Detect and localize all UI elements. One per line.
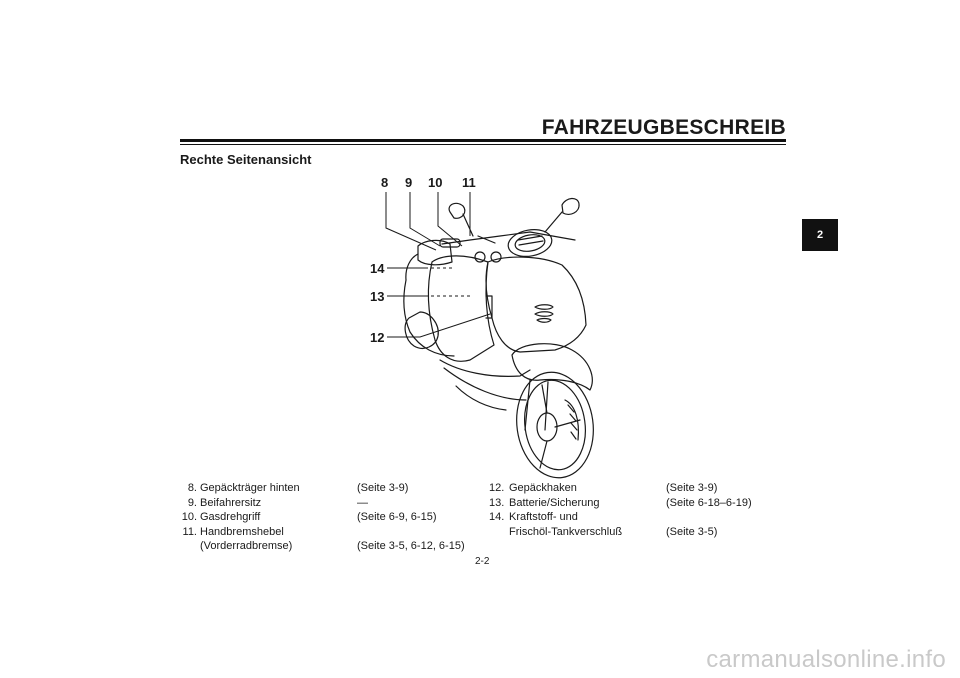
front-wheel (510, 367, 600, 480)
page-title: FAHRZEUGBESCHREIB (541, 116, 786, 139)
legend-item: 12. Gepäckhaken (Seite 3-9) (489, 482, 718, 494)
legend-item: 8. Gepäckträger hinten (Seite 3-9) (187, 482, 409, 494)
watermark: carmanualsonline.info (706, 646, 946, 673)
section-title: Rechte Seitenansicht (180, 152, 312, 167)
header-rule-thick (180, 139, 786, 142)
left-mirror (449, 203, 465, 218)
right-mirror (562, 198, 579, 214)
legend-item: 13. Batterie/Sicherung (Seite 6-18–6-19) (489, 496, 752, 509)
callout-10: 10 (428, 175, 443, 190)
legend-item: 9. Beifahrersitz — (187, 496, 368, 509)
callout-11: 11 (462, 175, 476, 190)
scooter-illustration (340, 170, 620, 480)
callout-13: 13 (370, 289, 385, 304)
legend-left (180, 481, 480, 554)
header-rule-thin (180, 144, 786, 145)
exhaust (405, 312, 438, 348)
callout-8: 8 (381, 175, 389, 190)
callout-12: 12 (370, 330, 385, 345)
front-shield (486, 257, 586, 352)
leader-9 (410, 192, 440, 246)
chapter-tab: 2 (802, 219, 838, 251)
legend-item: 10. Gasdrehgriff (Seite 6-9, 6-15) (181, 511, 437, 523)
leader-10 (438, 192, 462, 246)
callout-9: 9 (405, 175, 413, 190)
page-number: 2-2 (475, 556, 490, 567)
legend-item: 14. Kraftstoff- und (489, 511, 578, 523)
legend-item: Frischöl-Tankverschluß (Seite 3-5) (509, 525, 718, 538)
legend-right (489, 481, 789, 539)
legend-item: 11. Handbremshebel (182, 525, 284, 538)
callout-14: 14 (370, 261, 385, 276)
legend-item: (Vorderradbremse) (Seite 3-5, 6-12, 6-15) (200, 540, 465, 552)
